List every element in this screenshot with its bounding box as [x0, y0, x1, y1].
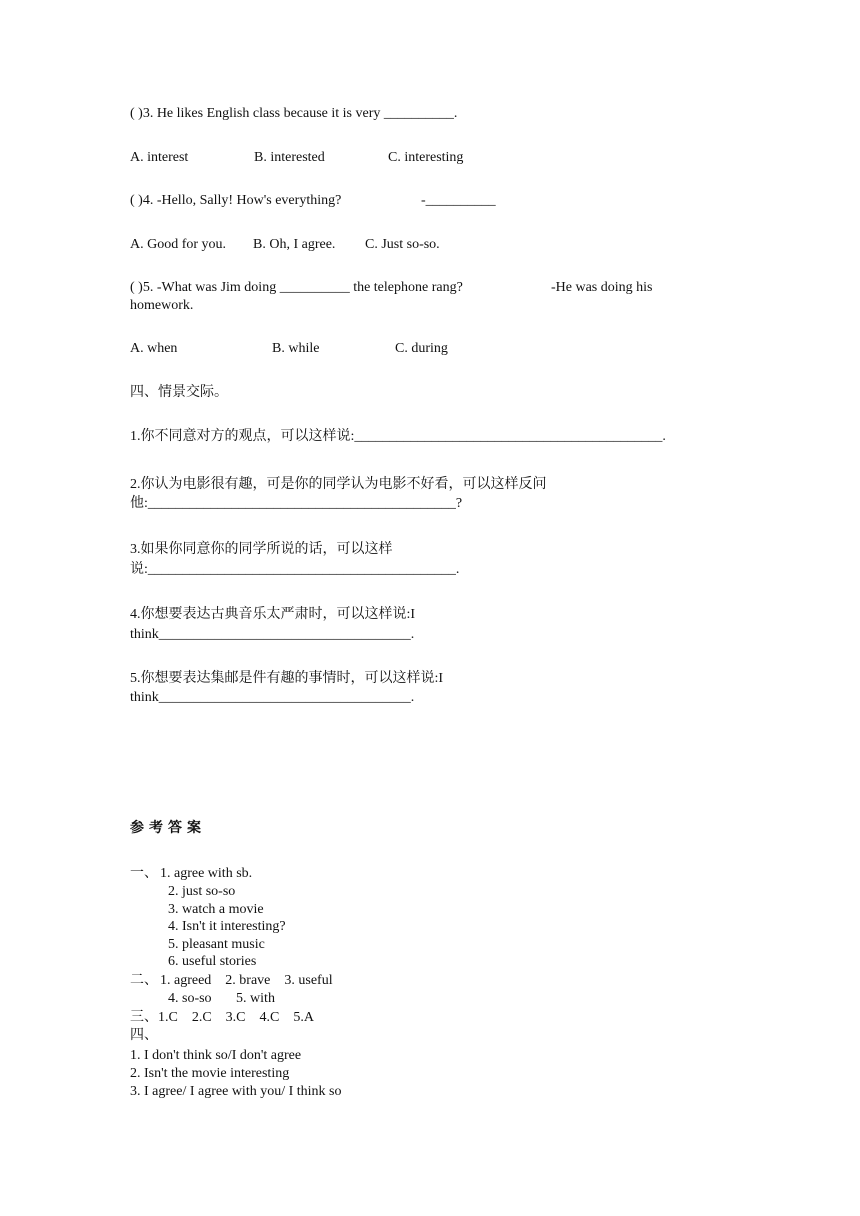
question-4-option-c: C. Just so-so. [365, 237, 440, 252]
question-4-option-b: B. Oh, I agree. [253, 237, 336, 252]
question-5-stem: ( )5. -What was Jim doing __________ the telephone rang? [130, 280, 463, 295]
section-4-item-3-line-2: 说:____________________________________________. [130, 562, 460, 577]
question-5-stem-line [130, 279, 653, 296]
question-4-option-a: A. Good for you. [130, 237, 227, 252]
question-5-continuation: homework. [130, 298, 194, 313]
answers-part-1-item-6: 6. useful stories [168, 954, 257, 969]
question-4-stem-line [130, 192, 496, 209]
section-4-item-4-line-1: 4.你想要表达古典音乐太严肃时，可以这样说:I [130, 607, 416, 622]
answers-part-4-item-2: 2. Isn't the movie interesting [130, 1066, 290, 1081]
section-4-item-2-line-2: 他:____________________________________________? [130, 496, 463, 511]
answers-part-2-prefix: 二、 [130, 973, 158, 988]
answers-title: 参考答案 [130, 821, 206, 836]
answers-part-1-item-2: 2. just so-so [168, 884, 236, 899]
question-4-options [130, 236, 440, 253]
section-4-item-3-line-1: 3.如果你同意你的同学所说的话，可以这样 [130, 542, 393, 557]
answers-part-2-line-1: 1. agreed 2. brave 3. useful [160, 973, 333, 988]
question-5-options [130, 340, 448, 357]
answers-part-3: 三、1.C 2.C 3.C 4.C 5.A [130, 1010, 314, 1025]
section-4-title: 四、情景交际。 [130, 385, 228, 400]
question-5-option-b: B. while [272, 341, 320, 356]
question-5-option-c: C. during [395, 341, 448, 356]
question-4-stem: ( )4. -Hello, Sally! How's everything? [130, 193, 342, 208]
question-3-option-a: A. interest [130, 150, 189, 165]
question-3-stem: ( )3. He likes English class because it is very __________. [130, 106, 458, 121]
question-5-option-a: A. when [130, 341, 178, 356]
question-3-option-b: B. interested [254, 150, 325, 165]
question-5-reply: -He was doing his [551, 280, 653, 295]
question-3-options [130, 149, 464, 166]
section-4-item-2-line-1: 2.你认为电影很有趣，可是你的同学认为电影不好看，可以这样反问 [130, 477, 547, 492]
answers-part-1-item-4: 4. Isn't it interesting? [168, 919, 286, 934]
answers-part-2-line-2: 4. so-so 5. with [168, 991, 275, 1006]
question-3-option-c: C. interesting [388, 150, 464, 165]
section-4-item-1: 1.你不同意对方的观点，可以这样说:____________________________________________. [130, 429, 666, 444]
section-4-item-4-line-2: think____________________________________. [130, 627, 415, 642]
section-4-item-5-line-2: think____________________________________. [130, 690, 415, 705]
answers-part-1-item-5: 5. pleasant music [168, 937, 265, 952]
question-4-reply: -__________ [421, 193, 496, 208]
answers-part-1-item-3: 3. watch a movie [168, 902, 264, 917]
answers-part-4-prefix: 四、 [130, 1028, 158, 1043]
answers-part-4-item-1: 1. I don't think so/I don't agree [130, 1048, 302, 1063]
answers-part-1-prefix: 一、 [130, 866, 158, 881]
answers-part-1-item-1: 1. agree with sb. [160, 866, 253, 881]
section-4-item-5-line-1: 5.你想要表达集邮是件有趣的事情时，可以这样说:I [130, 671, 444, 686]
answers-part-4-item-3: 3. I agree/ I agree with you/ I think so [130, 1084, 342, 1099]
